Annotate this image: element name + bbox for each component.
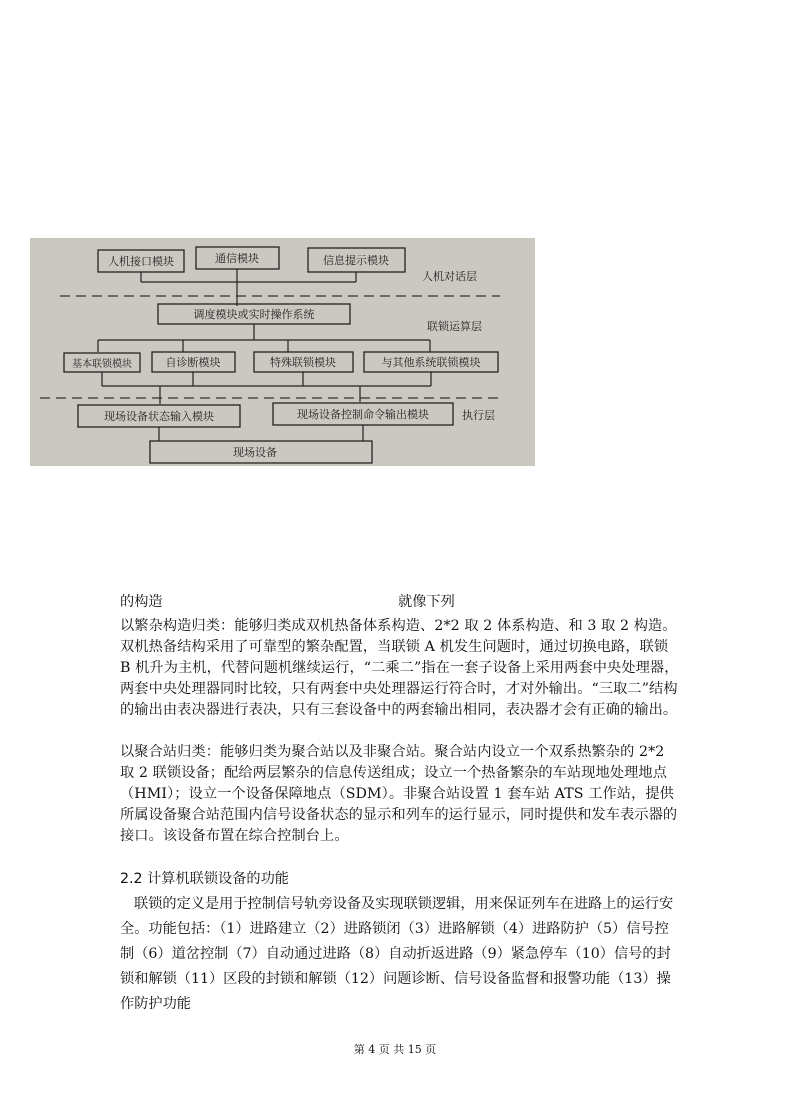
box-special-label: 特殊联锁模块: [270, 356, 336, 369]
layer-dialog-label: 人机对话层: [422, 270, 477, 283]
paragraph-station: 以聚合站归类：能够归类为聚合站以及非聚合站。聚合站内设立一个双系热繁杂的 2*2 取 2 联锁设备；配给两层繁杂的信息传送组成；设立一个热备繁杂的车站现地处理地点（HMI）；设立一个设备保障地点（SDM）。非聚合站设置 1 套车站 ATS 工作站，提供所属设备聚合站范围内信号设备状态的显示和列车的运行显示，同时提供和发车表示器的接口。该设备布置在综合控制台上。: [120, 744, 678, 844]
architecture-diagram-photo: [30, 238, 535, 466]
box-other-label: 与其他系统联锁模块: [381, 356, 481, 369]
box-input-label: 现场设备状态输入模块: [104, 410, 214, 423]
box-output-label: 现场设备控制命令输出模块: [297, 408, 429, 421]
caption-left: 的构造: [120, 594, 163, 610]
section-title: 2.2 计算机联锁设备的功能: [120, 871, 289, 887]
box-comm-label: 通信模块: [215, 252, 259, 265]
page-footer: 第 4 页 共 15 页: [353, 1043, 437, 1056]
box-diag-label: 自诊断模块: [165, 356, 221, 369]
paragraph-redundancy: 以繁杂构造归类：能够归类成双机热备体系构造、2*2 取 2 体系构造、和 3 取 2 构造。双机热备结构采用了可靠型的繁杂配置，当联锁 A 机发生问题时，通过切换电路，联锁 B 机升为主机，代替问题机继续运行，“二乘二”指在一套子设备上采用两套中央处理器，两套中央处理器同时比较，只有两套中央处理器运行符合时，才对外输出。“三取二”结构的输出由表决器进行表决，只有三套设备中的两套输出相同，表决器才会有正确的输出。: [120, 618, 679, 718]
box-basic-label: 基本联锁模块: [72, 359, 132, 370]
box-info-label: 信息提示模块: [323, 254, 389, 267]
layer-exec-label: 执行层: [462, 409, 495, 422]
caption-right: 就像下列: [398, 594, 455, 610]
layer-logic-label: 联锁运算层: [427, 320, 482, 333]
box-sched-label: 调度模块或实时操作系统: [193, 308, 315, 321]
paragraph-functions: 联锁的定义是用于控制信号轨旁设备及实现联锁逻辑，用来保证列车在进路上的运行安全。功能包括：（1）进路建立（2）进路锁闭（3）进路解锁（4）进路防护（5）信号控制（6）道岔控制（7）自动通过进路（8）自动折返进路（9）紧急停车（10）信号的封锁和解锁（11）区段的封锁和解锁（12）问题诊断、信号设备监督和报警功能（13）操作防护功能: [120, 896, 674, 1012]
box-hmi-label: 人机接口模块: [108, 255, 174, 268]
box-field-label: 现场设备: [233, 446, 277, 459]
